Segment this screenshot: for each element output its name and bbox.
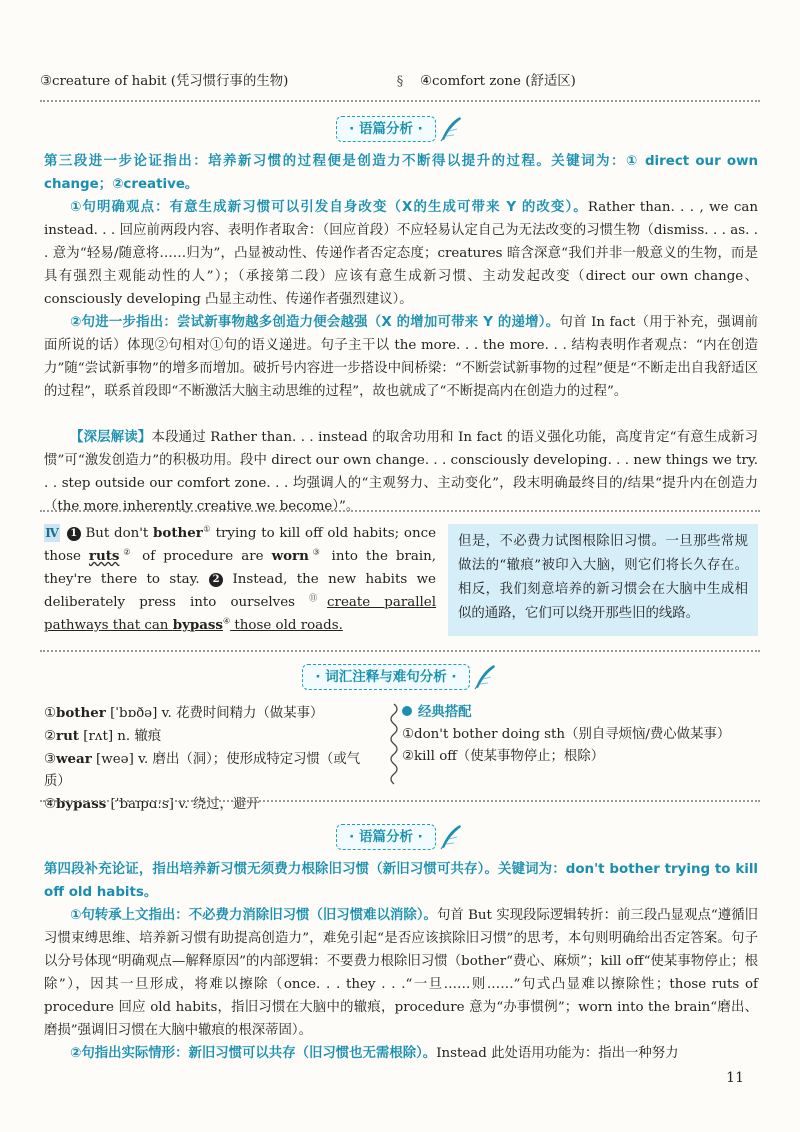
quill-pen-icon xyxy=(438,115,464,143)
deep-reading-body: 本段通过 Rather than. . . instead 的取舍功用和 In fact 的语义强化功能，高度肯定“有意生成新习惯”可“激发创造力”的积极功用。段中 direct our own change. . . consciously developing. . . new things we try. . . step outside our comfort zone. . . 均强调人的“主观努力、主动变化”，段末明确最终目的/结果“提升内在创造力（the more inherently creative we become）”。 xyxy=(44,430,758,514)
section-mark-icon: § xyxy=(396,74,404,89)
collocations xyxy=(402,702,758,768)
collocation-item: ①don't bother doing sth（别自寻烦恼/费心做某事） xyxy=(402,727,731,742)
vocab-item: ④bypass [ˈbaɪpɑːs] v. 绕过，避开 xyxy=(44,796,260,812)
sentence-1-body: 句首 But 实现段际逻辑转折：前三段凸显观点“遵循旧习惯束缚思维、培养新习惯有助提高创造力”，难免引起“是否应该摈除旧习惯”的思考，本句则明确给出否定答案。句子以分号体现“明确观点—解释原因”的内部逻辑：不要费力根除旧习惯（bother“费心、麻烦”；kill off“使某事物停止；根除”），因其一旦形成，将难以擦除（once. . . they . . .“一旦……则……”句式凸显难以擦除性；those ruts of procedure 回应 old habits，指旧习惯在大脑中的辙痕，procedure 意为“办事惯例”；worn into the brain“磨出、磨损”强调旧习惯在大脑中辙痕的根深蒂固）。 xyxy=(44,908,759,1038)
vocab-comfort-zone: ④comfort zone (舒适区) xyxy=(420,74,576,89)
vocabulary-notes xyxy=(44,702,758,812)
divider xyxy=(40,650,760,652)
passage-english-text: Ⅳ 1 But don't bother① trying to kill off old habits; once those ruts② of procedure are worn③ into the brain, they're there to stay. 2 Instead, the new habits we deliberately press into ourselves ⑪create parallel pathways that can bypass④ those old roads. xyxy=(44,524,437,633)
section-header-label: · 词汇注释与难句分析 · xyxy=(302,664,469,690)
collocation-title: 经典搭配 xyxy=(402,702,758,724)
word-bother: bother xyxy=(153,525,203,541)
section-header-label: · 语篇分析 · xyxy=(336,824,436,850)
section-header-discourse-analysis-2 xyxy=(0,822,800,852)
paragraph-number-badge: Ⅳ xyxy=(45,526,59,540)
sentence-number-2: 2 xyxy=(209,573,223,587)
bullet-dot-icon xyxy=(402,706,412,716)
section-header-label: · 语篇分析 · xyxy=(336,116,436,142)
collocation-item: ②kill off（使某事物停止；根除） xyxy=(402,749,605,764)
deep-reading-heading: 【深层解读】 xyxy=(70,430,152,445)
paragraph-4-sentence-1-analysis xyxy=(44,904,758,1042)
passage-chinese-translation: 但是，不必费力试图根除旧习惯。一旦那些常规做法的“辙痕”被印入大脑，则它们将长久存在。相反，我们刻意培养的新习惯会在大脑中生成相似的通路，它们可以绕开那些旧的线路。 xyxy=(448,524,758,636)
quill-pen-icon xyxy=(438,823,464,851)
paragraph-3-sentence-2-analysis xyxy=(44,311,758,403)
word-worn: worn xyxy=(271,548,309,564)
section-header-vocabulary xyxy=(0,662,800,692)
quill-pen-icon xyxy=(472,663,498,691)
sentence-number-1: 1 xyxy=(67,527,81,541)
vocab-item: ②rut [rʌt] n. 辙痕 xyxy=(44,728,162,744)
wavy-divider-icon xyxy=(384,702,404,786)
paragraph-4-summary: 第四段补充论证，指出培养新习惯无须费力根除旧习惯（新旧习惯可共存）。关键词为：don't bother trying to kill off old habits。 xyxy=(44,862,758,900)
paragraph-4-sentence-2-analysis xyxy=(44,1042,758,1065)
sentence-1-heading: ①句转承上文指出：不必费力消除旧习惯（旧习惯难以消除）。 xyxy=(70,908,437,923)
vocab-creature-of-habit: ③creature of habit (凭习惯行事的生物) xyxy=(40,74,289,89)
vocab-item: ①bother [ˈbɒðə] v. 花费时间精力（做某事） xyxy=(44,705,324,721)
divider xyxy=(40,510,760,512)
divider xyxy=(40,100,760,102)
passage-paragraph-4 xyxy=(44,520,758,640)
vocab-item: ③wear [weə] v. 磨出（洞）；使形成特定习惯（或气质） xyxy=(44,751,361,789)
word-bypass: bypass xyxy=(172,617,223,633)
divider xyxy=(40,800,760,802)
sentence-1-heading: ①句明确观点：有意生成新习惯可以引发自身改变（X的生成可带来 Y 的改变）。 xyxy=(70,200,588,215)
paragraph-3-summary: 第三段进一步论证指出：培养新习惯的过程便是创造力不断得以提升的过程。关键词为：① direct our own change；②creative。 xyxy=(44,154,758,192)
sentence-2-body: 句首 In fact（用于补充，强调前面所说的话）体现②句相对①句的语义递进。句子主干以 the more. . . the more. . . 结构表明作者观点：“内在创造力”随“尝试新事物”的增多而增加。破折号内容进一步搭设中间桥梁：“不断尝试新事物的过程”便是“不断走出自我舒适区的过程”，联系首段即“不断激活大脑主动思维的过程”，故也就成了“不断提高内在创造力的过程”。 xyxy=(44,315,758,399)
page-number: 11 xyxy=(726,1070,744,1086)
paragraph-3-sentence-1-analysis xyxy=(44,196,758,311)
top-vocab-row xyxy=(40,70,740,94)
vocabulary-list xyxy=(44,702,374,816)
paragraph-3-deep-reading xyxy=(44,426,758,518)
word-ruts: ruts xyxy=(88,548,120,564)
sentence-2-body: Instead 此处语用功能为：指出一种努力 xyxy=(436,1046,679,1061)
sentence-2-heading: ②句进一步指出：尝试新事物越多创造力便会越强（X 的增加可带来 Y 的递增）。 xyxy=(70,315,560,330)
sentence-2-heading: ②句指出实际情形：新旧习惯可以共存（旧习惯也无需根除）。 xyxy=(70,1046,437,1061)
sentence-1-body: Rather than. . . , we can instead. . . 回应前两段内容、表明作者取舍：（回应首段）不应轻易认定自己为无法改变的习惯生物（dismiss. . . as. . . 意为“轻易/随意将……归为”，凸显被动性、传递作者否定态度；creatures 暗含深意“我们并非一般意义的生物，而是具有强烈主观能动性的人”）；（承接第二段）应该有意生成新习惯、主动发起改变（direct our own change、consciously developing 凸显主动性、传递作者强烈建议）。 xyxy=(44,200,758,307)
section-header-discourse-analysis xyxy=(0,114,800,144)
